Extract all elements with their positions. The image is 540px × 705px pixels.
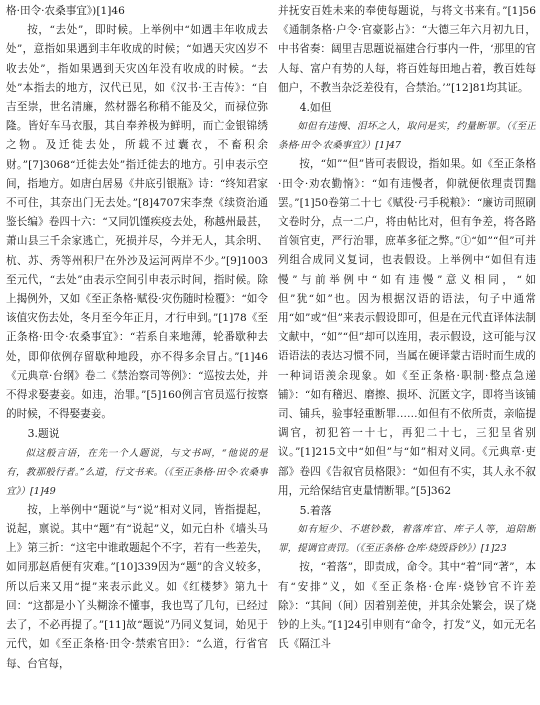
quote-paragraph: 似这般言语，在先一个人题说，与文书呵，“他说的是有，教那般行者。”么道，行文书来。（《至正条格·田令·农桑事宜》）[1]49 — [6, 447, 268, 497]
section-heading: 3.题说 — [27, 427, 60, 441]
body-paragraph: 按，“如”“但”皆可表假设，指如果。如《至正条格·田令·劝农勤惰》：“如有违慢者，仰就便依理责罚黜罢。”[1]50卷第二十七《赋役·弓手税粮》：“廉访司照刷文卷时分，点一二户，将由帖比对，但有争差，将各路首领官吏，严行治罪，庶革多征之弊。”①“如”“但”可并列组合成同义复词，也表假设。上举例中“如但有违慢”与前举例中“如有违慢”意义相同，“如但”犹“如”也。因为根据汉语的语法，句子中通常用“如”或“但”来表示假设即可，但是在元代直译体法制文献中，“如”“但”却可以连用，表示假设，这可能与汉语语法的表达习惯不同，当属在硬译蒙古语时而生成的一种词语羡余现象。如《至正条格·职制·整点急递铺》：“如有稽迟、磨擦、损坏、沉匿文字，即将当该铺司、铺兵，验事轻重断罪……如但有不依所责，亲临提调官，初犯笞一十七，再犯二十七，三犯呈省别议。”[1]215文中“如但”与“如”相对义同。《元典章·吏部》卷四《告叙官员格限》：“如但有不实，其人永不叙用，元给保结官吏量情断罪。”[5]362 — [278, 158, 536, 497]
quote-paragraph: 如有短少、不堪钞数，着落库官、库子人等，追陪断罪，提调官责罚。（《至正条格·仓库·烧毁昏钞》）[1]23 — [278, 524, 536, 555]
right-column — [278, 0, 536, 705]
section-heading: 4.如但 — [299, 101, 332, 115]
left-column — [6, 0, 268, 705]
section-heading: 5.着落 — [299, 504, 332, 518]
body-paragraph: 并抚安百姓未来的奉使每题说，与将文书来有。”[1]56《通制条格·户令·官豪影占》：“大德三年六月初九日，中书省奏：阔里吉思题说福建合行事内一件，‘那里的官人每、富户有势的人每，将百姓每田地占着，教百姓每佃户，不教当杂泛差役有，合禁治。’”[12]81均其证。 — [278, 5, 536, 94]
body-paragraph: 按，“去处”，即时候。上举例中“如遇丰年收成去处”，意指如果遇到丰年收成的时候；“如遇天灾凶岁不收去处”，指如果遇到天灾凶年没有收成的时候。“去处”本指去的地方，汉代已见，如《汉书·王吉传》：“自吉至崇，世名清廉，然材器名称稍不能及父，而禄位弥隆。皆好车马衣服，其自奉养极为鲜明，而亡金银锦绣之物。及迁徙去处，所载不过囊衣，不畜积余财。”[7]3068“迁徙去处”指迁徙去的地方。引申表示空间，指地方。如唐白居易《井底引银瓶》诗：“终知君家不可住，其奈出门无去处。”[8]4707宋李焘《续资治通鉴长编》卷四十六：“又同饥馑疾疫去处，称越州最甚，萧山县三千余家逃亡，死损并尽，今并无人，其余明、杭、苏、秀等州积尸在外沙及运河两岸不少。”[9]1003至元代，“去处”由表示空间引申表示时间，指时候。除上揭例外，又如《至正条格·赋役·灾伤随时检覆》：“如令该值灾伤去处，冬月至今年正月，才行申到。”[1]78《至正条格·田令·农桑事宜》：“若系自来地薄，轮番歇种去处，即仰依例存留歇种地段，亦不得多余冒占。”[1]46《元典章·台纲》卷二《禁治察司等例》：“巡按去处，并不得求娶妻妾。如违，治罪。”[5]160例言官员巡行按察的时候，不得娶妻妾。 — [6, 24, 268, 421]
body-paragraph: 按，上举例中“题说”与“说”相对义同，皆指提起，说起，禀说。其中“题”有“说起”义，如元白朴《墙头马上》第三折：“这宅中谁敢题起个不字，若有一些差失，如同那赵盾便有灾难。”[10]339因为“题”的含义较多，所以后来又用“提”来表示此义。如《红楼梦》第九十回：“这都是小丫头糊涂不懂事，我也骂了几句，已经过去了，不必再提了。”[11]故“题说”乃同义复词，始见于元代，如《至正条格·田令·禁索官田》：“么道，行省官每、台官每， — [6, 503, 268, 670]
body-paragraph: 格·田令·农桑事宜》)[1]46 — [6, 5, 125, 17]
quote-paragraph: 如但有违慢、泪坏之人，取问是实，约量断罪。（《至正条格·田令·农桑事宜》）[1]47 — [278, 121, 536, 152]
body-paragraph: 按，“着落”，即责成，命令。其中“着”同“著”，本有“安排”义，如《至正条格·仓库·烧钞官不许差除》：“其间（间）因着别差使，并其余处繁会，误了烧钞的上头。”[1]24引申则有“命令，打发”义，如元无名氏《隔江斗 — [278, 561, 536, 651]
